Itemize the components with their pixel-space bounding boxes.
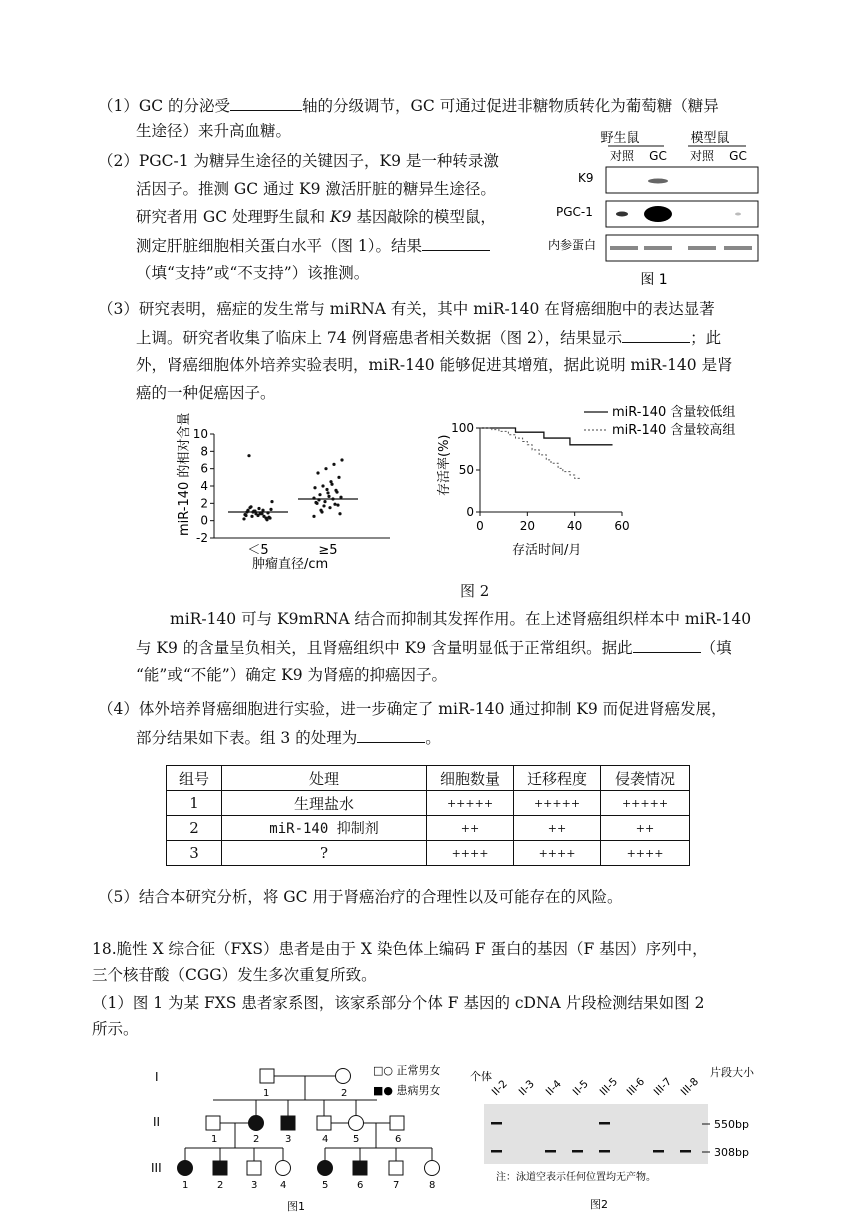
survival-axis	[451, 421, 630, 533]
scatter-point	[326, 491, 329, 494]
gel-caption: 图2	[590, 1198, 608, 1211]
scatter-point	[321, 484, 324, 487]
table-header: 侵袭情况	[601, 766, 690, 791]
svg-text:3: 3	[285, 1134, 292, 1145]
q4-line1: （4）体外培养肾癌细胞进行实验，进一步确定了 miR-140 通过抑制 K9 而促进肾癌发展，	[98, 700, 727, 718]
survival-lines	[480, 428, 613, 480]
scatter-ylabel: miR-140 的相对含量	[177, 412, 192, 536]
q3-line2: 上调。研究者收集了临床上 74 例肾癌患者相关数据（图 2），结果显示 ；此	[136, 326, 721, 349]
q3-line1: （3）研究表明，癌症的发生常与 miRNA 有关，其中 miR-140 在肾癌细胞中的表达显著	[98, 300, 715, 318]
gel-band-308	[653, 1150, 664, 1153]
pedigree-chart	[145, 1058, 455, 1213]
table-cell: ++++	[427, 841, 514, 866]
scatter-point	[327, 495, 330, 498]
scatter-point	[323, 500, 326, 503]
svg-text:2: 2	[217, 1180, 224, 1191]
scatter-point	[247, 454, 250, 457]
svg-text:2: 2	[341, 1088, 348, 1099]
svg-text:5: 5	[353, 1134, 360, 1145]
fig1-lane-4: GC	[729, 149, 747, 163]
fig1-caption: 图 1	[640, 272, 668, 288]
q3-line3: 外，肾癌细胞体外培养实验表明，miR-140 能够促进其增殖，据此说明 miR-140 是肾	[136, 356, 733, 374]
answer-blank-q3b[interactable]	[633, 636, 701, 653]
table-cell: +++++	[427, 791, 514, 816]
table-cell: ?	[222, 841, 427, 866]
table-cell: +++++	[514, 791, 601, 816]
gen-label-2: II	[153, 1115, 161, 1129]
gel-band-550	[599, 1122, 610, 1125]
fig1-lane-3: 对照	[689, 149, 715, 163]
gel-body	[484, 1104, 708, 1164]
fig1-group-model: 模型鼠	[690, 131, 730, 146]
survival-xlabel: 存活时间/月	[512, 543, 582, 558]
scatter-point	[322, 504, 325, 507]
gel-lane-label: II-4	[543, 1077, 564, 1099]
svg-text:1: 1	[263, 1088, 270, 1099]
gel-size-header: 片段大小	[710, 1066, 754, 1079]
scatter-point	[314, 501, 317, 504]
fig1-row-control: 内参蛋白	[548, 238, 597, 252]
scatter-point	[313, 486, 316, 489]
scatter-point	[261, 509, 264, 512]
scatter-point	[268, 516, 271, 519]
fig1-group-wild: 野生鼠	[600, 131, 640, 146]
table-cell: ++++	[601, 841, 690, 866]
q2-line5: （填“支持”或“不支持”）该推测。	[136, 264, 370, 282]
q18-line1: 18.脆性 X 综合征（FXS）患者是由于 X 染色体上编码 F 蛋白的基因（F 基因）序列中，	[92, 940, 708, 958]
gel-lane-label: II-3	[516, 1077, 537, 1099]
scatter-point	[318, 493, 321, 496]
scatter-point	[324, 467, 327, 470]
table-cell: miR-140 抑制剂	[222, 816, 427, 841]
table-row	[167, 841, 690, 866]
table-row	[167, 816, 690, 841]
scatter-point	[262, 515, 265, 518]
gel-band-308	[599, 1150, 610, 1153]
scatter-point	[337, 476, 340, 479]
scatter-point	[254, 512, 257, 515]
gel-size-550: 550bp	[714, 1118, 749, 1131]
figure2-survival-chart	[432, 400, 792, 560]
pedigree-legend-normal: □○ 正常男女	[373, 1064, 441, 1077]
scatter-ytick: 4	[200, 479, 208, 493]
scatter-category: ＜5	[247, 543, 269, 558]
gel-band-308	[680, 1150, 691, 1153]
q18-line4: 所示。	[92, 1020, 139, 1038]
q3-para2-line1: miR-140 可与 K9mRNA 结合而抑制其发挥作用。在上述肾癌组织样本中 miR-140	[170, 610, 752, 628]
q18-line3: （1）图 1 为某 FXS 患者家系图，该家系部分个体 F 基因的 cDNA 片段检测结果如图 2	[92, 994, 705, 1012]
fig2-caption: 图 2	[460, 582, 490, 600]
scatter-point	[316, 471, 319, 474]
table-cell: 2	[167, 816, 222, 841]
survival-line-low	[480, 428, 613, 445]
q1-line2: 生途径）来升高血糖。	[136, 122, 292, 140]
q3-para2-line3: “能”或“不能”）确定 K9 为肾癌的抑癌因子。	[136, 666, 447, 684]
scatter-point	[333, 503, 336, 506]
svg-text:6: 6	[395, 1134, 402, 1145]
scatter-point	[332, 463, 335, 466]
q2-line3: 研究者用 GC 处理野生鼠和 K9 基因敲除的模型鼠，	[136, 208, 496, 226]
gen-label-1: I	[155, 1070, 159, 1084]
svg-text:1: 1	[182, 1180, 189, 1191]
q2-line1: （2）PGC-1 为糖异生途径的关键因子，K9 是一种转录激	[98, 152, 499, 170]
gel-note: 注：泳道空表示任何位置均无产物。	[496, 1172, 656, 1183]
scatter-point	[319, 509, 322, 512]
scatter-points	[228, 454, 358, 521]
gel-lane-labels	[490, 1075, 701, 1098]
gel-band-308	[572, 1150, 583, 1153]
gel-lane-label: III-6	[624, 1075, 648, 1099]
survival-ytick: 100	[451, 421, 474, 435]
scatter-point	[260, 512, 263, 515]
figure2-scatter-chart	[172, 408, 402, 578]
q2-line2: 活因子。推测 GC 通过 K9 激活肝脏的糖异生途径。	[136, 180, 496, 198]
q1-line1: （1）GC 的分泌受 轴的分级调节，GC 可通过促进非糖物质转化为葡萄糖（糖异	[98, 94, 719, 117]
svg-text:4: 4	[280, 1180, 287, 1191]
fig1-row-k9: K9	[578, 171, 594, 185]
svg-text:5: 5	[322, 1180, 329, 1191]
q18-line2: 三个核苷酸（CGG）发生多次重复所致。	[92, 966, 377, 984]
scatter-ytick: 8	[200, 444, 208, 459]
survival-ylabel: 存活率(%)	[437, 434, 452, 496]
fig1-lane-2: GC	[649, 149, 667, 163]
survival-ytick: 0	[466, 505, 474, 519]
answer-blank-q3a[interactable]	[622, 326, 690, 343]
table-cell: 3	[167, 841, 222, 866]
scatter-point	[246, 509, 249, 512]
legend-low-label: miR-140 含量较低组	[612, 405, 736, 420]
svg-text:7: 7	[393, 1180, 400, 1191]
survival-xtick: 0	[476, 519, 484, 533]
scatter-point	[269, 508, 272, 511]
table-header: 组号	[167, 766, 222, 791]
scatter-point	[257, 507, 260, 510]
gel-band-308	[491, 1150, 502, 1153]
scatter-point	[270, 500, 273, 503]
scatter-point	[312, 515, 315, 518]
scatter-point	[250, 515, 253, 518]
q2-line4: 测定肝脏细胞相关蛋白水平（图 1）。结果	[136, 234, 490, 257]
svg-text:3: 3	[251, 1180, 258, 1191]
answer-blank-q4[interactable]	[357, 726, 425, 743]
pedigree-caption: 图1	[287, 1200, 305, 1213]
fig1-row-pgc1: PGC-1	[556, 205, 593, 219]
table-cell: ++	[514, 816, 601, 841]
gel-band-308	[545, 1150, 556, 1153]
table-header: 迁移程度	[514, 766, 601, 791]
svg-text:2: 2	[253, 1134, 260, 1145]
fig1-lane-1: 对照	[609, 149, 635, 163]
scatter-point	[265, 518, 268, 521]
answer-blank-q2[interactable]	[422, 234, 490, 251]
scatter-point	[330, 483, 333, 486]
table-row	[167, 791, 690, 816]
scatter-ytick: 6	[200, 461, 208, 476]
answer-blank-q1[interactable]	[230, 94, 302, 111]
results-table	[166, 765, 690, 866]
scatter-ytick: -2	[196, 531, 208, 545]
scatter-category: ≥5	[318, 543, 338, 558]
pedigree-legend-affected: ■● 患病男女	[373, 1084, 441, 1097]
figure1-western-blot	[548, 122, 768, 290]
scatter-xlabel: 肿瘤直径/cm	[252, 557, 329, 572]
svg-text:6: 6	[357, 1180, 364, 1191]
q5-line1: （5）结合本研究分析，将 GC 用于肾癌治疗的合理性以及可能存在的风险。	[98, 888, 623, 906]
legend-high-label: miR-140 含量较高组	[612, 423, 736, 438]
scatter-ytick: 0	[200, 513, 208, 528]
pedigree-I1	[260, 1069, 274, 1083]
table-header: 细胞数量	[427, 766, 514, 791]
scatter-point	[242, 517, 245, 520]
scatter-point	[244, 514, 247, 517]
scatter-ytick: 10	[192, 427, 208, 441]
survival-xtick: 20	[519, 519, 535, 533]
scatter-point	[336, 503, 339, 506]
q3-line4: 癌的一种促癌因子。	[136, 384, 276, 402]
gel-lane-label: II-5	[570, 1077, 591, 1099]
table-header-row	[167, 766, 690, 791]
table-cell: ++	[427, 816, 514, 841]
scatter-ytick: 2	[200, 496, 208, 511]
gel-electrophoresis	[466, 1052, 766, 1212]
svg-text:1: 1	[211, 1134, 218, 1145]
scatter-point	[338, 512, 341, 515]
gel-lane-label: III-5	[597, 1075, 621, 1099]
gen-label-3: III	[151, 1161, 162, 1175]
table-cell: ++	[601, 816, 690, 841]
table-cell: ++++	[514, 841, 601, 866]
pedigree-I2	[336, 1069, 351, 1084]
gel-band-550	[491, 1122, 502, 1125]
q4-line2: 部分结果如下表。组 3 的处理为 。	[136, 726, 441, 749]
table-cell: 生理盐水	[222, 791, 427, 816]
scatter-point	[335, 490, 338, 493]
scatter-point	[249, 505, 252, 508]
scatter-point	[325, 488, 328, 491]
survival-xtick: 60	[614, 519, 630, 533]
survival-line-high	[480, 428, 579, 480]
scatter-point	[339, 496, 342, 499]
gel-lane-label: III-7	[651, 1075, 675, 1099]
table-header: 处理	[222, 766, 427, 791]
q3-para2-line2: 与 K9 的含量呈负相关，且肾癌组织中 K9 含量明显低于正常组织。据此 （填	[136, 636, 732, 659]
table-cell: 1	[167, 791, 222, 816]
scatter-point	[328, 506, 331, 509]
table-cell: +++++	[601, 791, 690, 816]
svg-text:4: 4	[322, 1134, 329, 1145]
scatter-axis	[193, 427, 390, 558]
gel-lane-label: III-8	[678, 1075, 702, 1099]
svg-text:8: 8	[429, 1180, 436, 1191]
scatter-point	[340, 458, 343, 461]
gel-lane-label: II-2	[489, 1077, 510, 1099]
survival-xtick: 40	[567, 519, 583, 533]
survival-ytick: 50	[458, 463, 474, 477]
gel-size-308: 308bp	[714, 1146, 749, 1159]
gel-header-individual: 个体	[470, 1070, 492, 1083]
